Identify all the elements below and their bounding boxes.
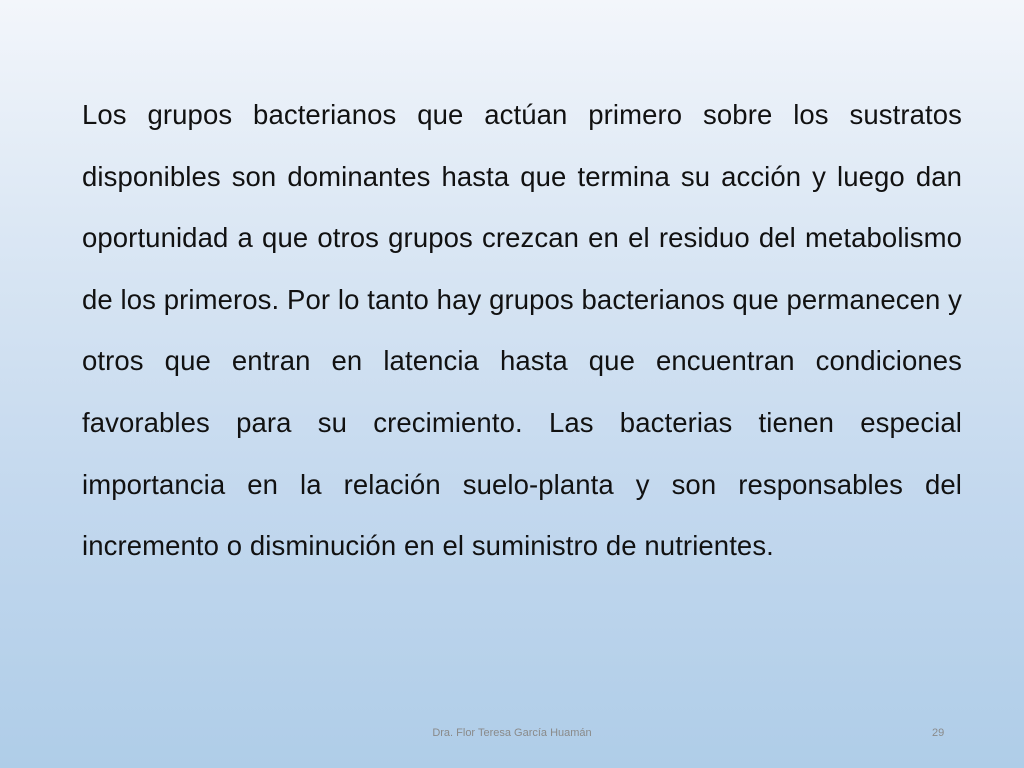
slide-footer <box>0 724 1024 742</box>
slide-body-text: Los grupos bacterianos que actúan primero sobre los sustratos disponibles son dominantes hasta que termina su acción y luego dan oportunidad a que otros grupos crezcan en el residuo del metabolismo de los primeros. Por lo tanto hay grupos bacterianos que permanecen y otros que entran en latencia hasta que encuentran condiciones favorables para su crecimiento. Las bacterias tienen especial importancia en la relación suelo-planta y son responsables del incremento o disminución en el suministro de nutrientes. <box>82 99 962 562</box>
footer-author: Dra. Flor Teresa García Huamán <box>432 727 592 739</box>
page-number: 29 <box>932 727 945 739</box>
